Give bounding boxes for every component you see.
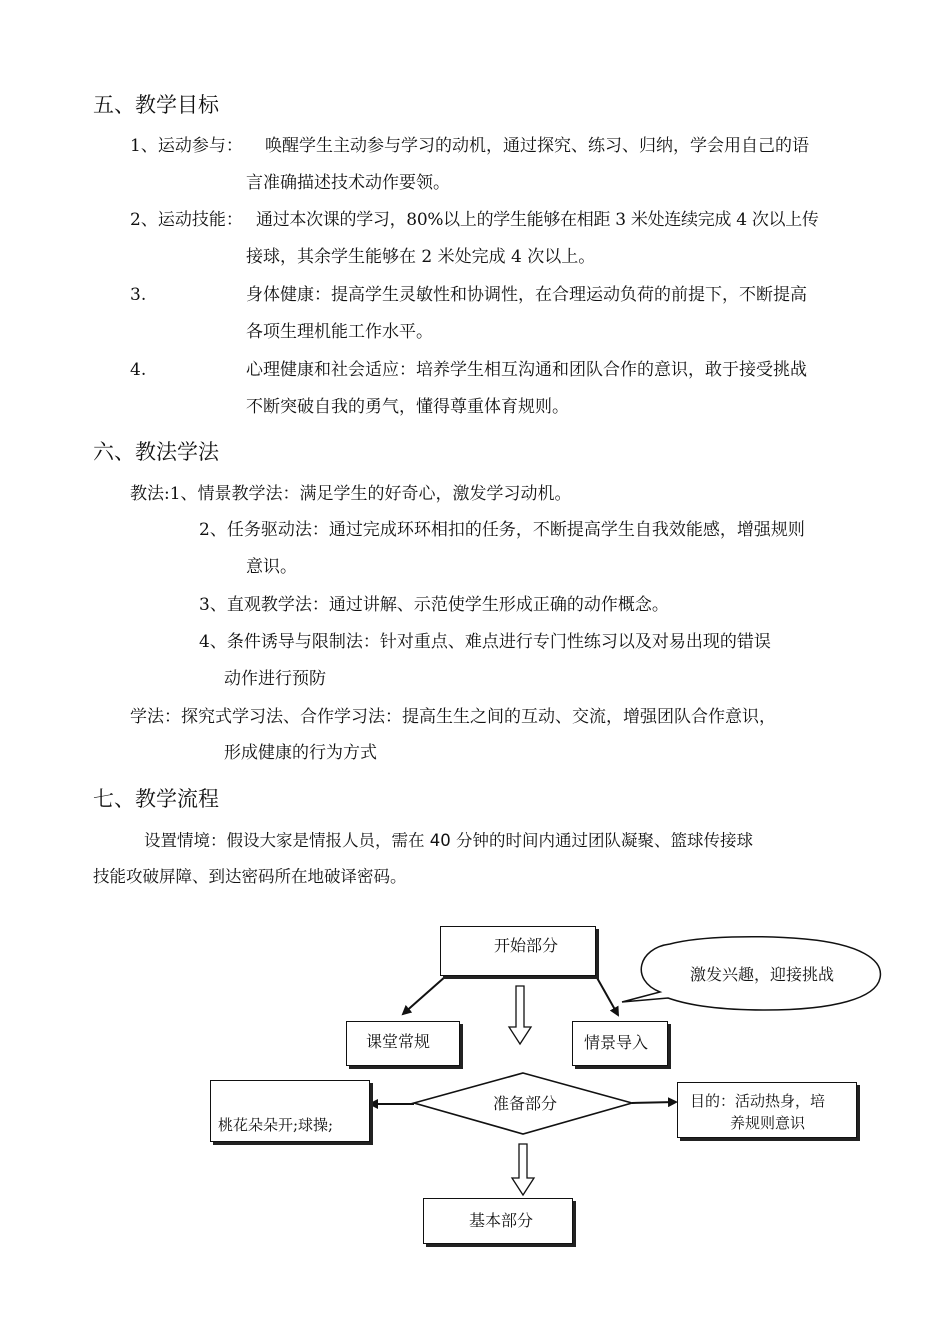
objective-3-line1: 身体健康：提高学生灵敏性和协调性，在合理运动负荷的前提下，不断提高 — [246, 285, 807, 305]
objective-2-line1: 通过本次课的学习，80%以上的学生能够在相距 3 米处连续完成 4 次以上传 — [256, 210, 819, 230]
left-activity-label: 桃花朵朵开;球操; — [218, 1116, 334, 1134]
study-method-line2: 形成健康的行为方式 — [224, 743, 377, 763]
objective-3-label: 3. — [130, 285, 147, 305]
intro-label: 情景导入 — [584, 1033, 649, 1052]
method-2-line2: 意识。 — [246, 557, 297, 577]
objective-4-line1: 心理健康和社会适应：培养学生相互沟通和团队合作的意识，敢于接受挑战 — [246, 360, 807, 380]
method-4-line1: 4、条件诱导与限制法：针对重点、难点进行专门性练习以及对易出现的错误 — [199, 632, 771, 652]
section-heading-methods: 六、教法学法 — [93, 440, 219, 464]
goal-box — [677, 1082, 857, 1138]
objective-1-label: 1、运动参与： — [130, 136, 243, 156]
left-activity-box — [210, 1080, 370, 1142]
routine-label: 课堂常规 — [366, 1032, 431, 1051]
objective-3-line2: 各项生理机能工作水平。 — [246, 322, 433, 342]
arrow-to-routine — [403, 976, 446, 1014]
study-method-line1: 学法：探究式学习法、合作学习法：提高生生之间的互动、交流，增强团队合作意识， — [130, 707, 776, 727]
hollow-down-arrow-1 — [509, 986, 531, 1044]
method-4-line2: 动作进行预防 — [224, 669, 326, 689]
method-2-line1: 2、任务驱动法：通过完成环环相扣的任务，不断提高学生自我效能感，增强规则 — [199, 520, 805, 540]
method-3: 3、直观教学法：通过讲解、示范使学生形成正确的动作概念。 — [199, 595, 669, 615]
objective-2-line2: 接球，其余学生能够在 2 米处完成 4 次以上。 — [246, 247, 596, 267]
objective-1-line1: 唤醒学生主动参与学习的动机，通过探究、练习、归纳，学会用自己的语 — [265, 136, 809, 156]
objective-4-label: 4. — [130, 360, 147, 380]
section-heading-process: 七、教学流程 — [93, 787, 219, 811]
basic-label: 基本部分 — [469, 1211, 534, 1230]
scenario-line1: 设置情境：假设大家是情报人员，需在 40 分钟的时间内通过团队凝聚、篮球传接球 — [144, 831, 753, 850]
section-heading-objectives: 五、教学目标 — [93, 93, 219, 117]
objective-2-label: 2、运动技能： — [130, 210, 243, 230]
basic-box — [423, 1198, 573, 1244]
objective-4-line2: 不断突破自我的勇气，懂得尊重体育规则。 — [246, 397, 569, 417]
arrow-to-intro — [596, 976, 618, 1015]
start-label: 开始部分 — [494, 936, 559, 955]
goal-label-line2: 养规则意识 — [730, 1114, 806, 1132]
method-1: 教法:1、情景教学法：满足学生的好奇心，激发学习动机。 — [130, 484, 572, 504]
prep-label: 准备部分 — [493, 1094, 558, 1113]
bubble-text: 激发兴趣，迎接挑战 — [690, 965, 835, 984]
hollow-down-arrow-2 — [512, 1144, 534, 1195]
goal-label-line1: 目的：活动热身，培 — [690, 1092, 826, 1110]
arrow-to-goal-box — [632, 1102, 676, 1103]
routine-box — [346, 1021, 460, 1066]
intro-box — [572, 1021, 668, 1066]
start-box — [440, 926, 596, 976]
scenario-line2: 技能攻破屏障、到达密码所在地破译密码。 — [93, 867, 407, 886]
objective-1-line2: 言准确描述技术动作要领。 — [246, 173, 450, 193]
